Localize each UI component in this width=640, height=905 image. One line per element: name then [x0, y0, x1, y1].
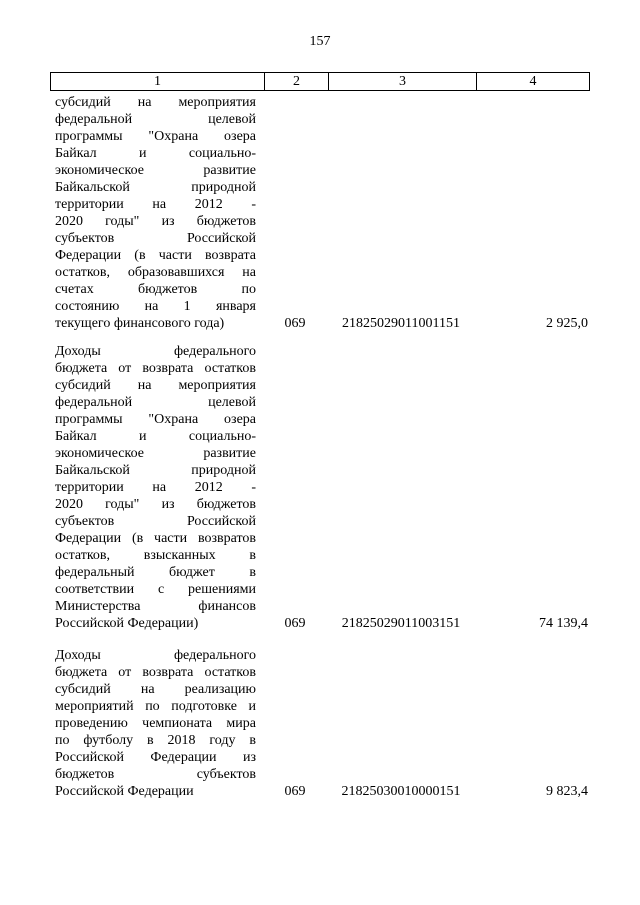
description-line: федеральный бюджет в	[55, 565, 256, 580]
description-line: Байкальской природной	[55, 180, 256, 195]
description-line: счетах бюджетов по	[55, 282, 256, 297]
row-amount: 74 139,4	[539, 616, 588, 631]
description-line: 2020 годы" из бюджетов	[55, 497, 256, 512]
description-line: Байкал и социально-	[55, 146, 256, 161]
column-header-4: 4	[476, 73, 589, 90]
column-header-3: 3	[328, 73, 476, 90]
description-line: Федерации (в части возвратов	[55, 531, 256, 546]
page-number: 157	[309, 34, 331, 49]
description-line: программы "Охрана озера	[55, 412, 256, 427]
row-amount: 9 823,4	[546, 784, 588, 799]
description-line: программы "Охрана озера	[55, 129, 256, 144]
description-line: Министерства финансов	[55, 599, 256, 614]
description-line: субсидий на реализацию	[55, 682, 256, 697]
description-line: субсидий на мероприятия	[55, 378, 256, 393]
description-line: Российской Федерации)	[55, 616, 199, 631]
description-line: субъектов Российской	[55, 514, 256, 529]
row-admin-code: 069	[284, 616, 306, 631]
description-line: субъектов Российской	[55, 231, 256, 246]
table-header-row	[50, 72, 590, 91]
description-line: Российской Федерации из	[55, 750, 256, 765]
description-line: Доходы федерального	[55, 648, 256, 663]
column-header-1: 1	[154, 74, 161, 89]
description-line: остатков, образовавшихся на	[55, 265, 256, 280]
description-line: территории на 2012 -	[55, 197, 256, 212]
row-budget-code: 21825029011003151	[341, 616, 461, 631]
row-budget-code: 21825030010000151	[341, 784, 461, 799]
description-line: Доходы федерального	[55, 344, 256, 359]
row-description	[55, 647, 256, 800]
row-amount: 2 925,0	[546, 316, 588, 331]
description-line: по футболу в 2018 году в	[55, 733, 256, 748]
description-line: экономическое развитие	[55, 163, 256, 178]
row-description	[55, 343, 256, 632]
description-line: состоянию на 1 января	[55, 299, 256, 314]
description-line: соответствии с решениями	[55, 582, 256, 597]
column-header-2: 2	[264, 73, 328, 90]
description-line: текущего финансового года)	[55, 316, 225, 331]
description-line: бюджета от возврата остатков	[55, 665, 256, 680]
row-admin-code: 069	[284, 316, 306, 331]
description-line: территории на 2012 -	[55, 480, 256, 495]
description-line: 2020 годы" из бюджетов	[55, 214, 256, 229]
description-line: Федерации (в части возврата	[55, 248, 256, 263]
description-line: Байкальской природной	[55, 463, 256, 478]
description-line: бюджета от возврата остатков	[55, 361, 256, 376]
row-admin-code: 069	[284, 784, 306, 799]
description-line: федеральной целевой	[55, 395, 256, 410]
description-line: экономическое развитие	[55, 446, 256, 461]
description-line: Байкал и социально-	[55, 429, 256, 444]
description-line: Российской Федерации	[55, 784, 194, 799]
row-budget-code: 21825029011001151	[342, 316, 460, 331]
description-line: бюджетов субъектов	[55, 767, 256, 782]
description-line: мероприятий по подготовке и	[55, 699, 256, 714]
row-description	[55, 94, 256, 332]
description-line: федеральной целевой	[55, 112, 256, 127]
description-line: субсидий на мероприятия	[55, 95, 256, 110]
description-line: проведению чемпионата мира	[55, 716, 256, 731]
description-line: остатков, взысканных в	[55, 548, 256, 563]
